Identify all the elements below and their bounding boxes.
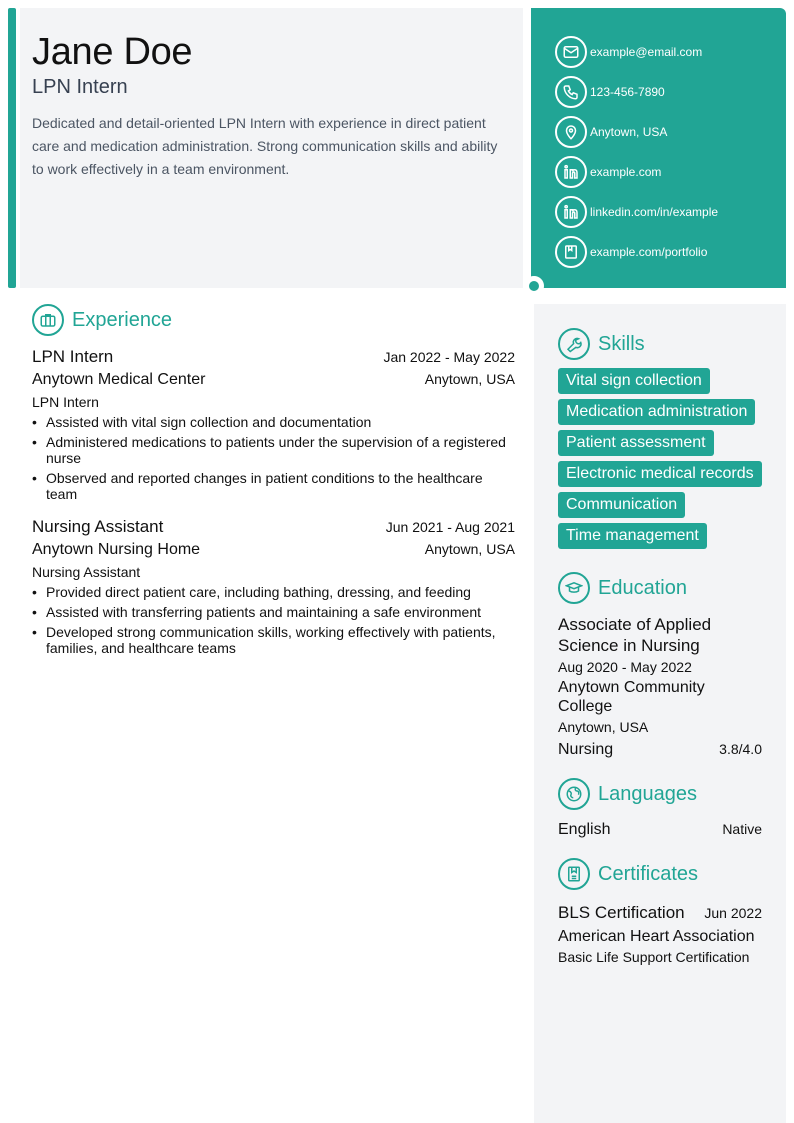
- summary: Dedicated and detail-oriented LPN Intern with experience in direct patient care and medication administration. Strong communication skills and ability to work effectively in a team environment.: [32, 115, 498, 177]
- job-subtitle: Nursing Assistant: [32, 564, 141, 580]
- job-bullet: • Assisted with transferring patients and maintaining a safe environment: [32, 604, 515, 620]
- education-school: Anytown Community College: [558, 679, 705, 715]
- linkedin-icon: [555, 196, 587, 228]
- globe-icon: [558, 778, 590, 810]
- education-heading: [558, 572, 762, 604]
- skill-tag: Communication: [558, 492, 685, 518]
- phone-icon: [555, 76, 587, 108]
- education-degree: Associate of Applied Science in Nursing: [558, 615, 712, 655]
- skill-tag: Electronic medical records: [558, 461, 762, 487]
- bookmark-icon: [555, 236, 587, 268]
- education-field: Nursing: [558, 741, 614, 758]
- language-name: English: [558, 821, 611, 838]
- certificate-date: Jun 2022: [704, 905, 762, 921]
- name: Jane Doe: [32, 31, 193, 73]
- sidebar: [534, 304, 786, 1123]
- contact-email[interactable]: [555, 32, 786, 72]
- role-title: LPN Intern: [32, 76, 128, 98]
- contact-email-text[interactable]: example@email.com: [590, 45, 703, 59]
- job-company: Anytown Medical Center: [32, 371, 206, 388]
- mail-icon: [555, 36, 587, 68]
- skills-section: [558, 328, 762, 554]
- contact-phone-text[interactable]: 123-456-7890: [590, 85, 665, 99]
- contact-linkedin-text[interactable]: linkedin.com/in/example: [590, 205, 719, 219]
- job-bullet: • Developed strong communication skills, working effectively with patients, families, and healthcare teams: [32, 624, 515, 656]
- languages-section: [558, 778, 762, 840]
- certificate-description: Basic Life Support Certification: [558, 949, 750, 965]
- certificates-section: [558, 858, 762, 968]
- skills-title: Skills: [598, 332, 645, 355]
- contact-location: [555, 112, 786, 152]
- wrench-icon: [558, 328, 590, 360]
- language-level: Native: [722, 821, 762, 837]
- job-bullet: • Provided direct patient care, including bathing, dressing, and feeding: [32, 584, 515, 600]
- languages-title: Languages: [598, 782, 697, 805]
- contact-website-text[interactable]: example.com: [590, 165, 662, 179]
- education-dates: Aug 2020 - May 2022: [558, 659, 692, 675]
- job-location: Anytown, USA: [424, 371, 515, 387]
- main-column: [32, 304, 515, 660]
- education-gpa: 3.8/4.0: [719, 741, 762, 757]
- skills-list: [558, 368, 762, 554]
- job-dates: Jun 2021 - Aug 2021: [385, 519, 515, 535]
- contact-website[interactable]: [555, 152, 786, 192]
- job-location: Anytown, USA: [424, 541, 515, 557]
- education-location: Anytown, USA: [558, 719, 649, 735]
- certificate-icon: [558, 858, 590, 890]
- job-bullets: [32, 414, 515, 502]
- certificate-issuer: American Heart Association: [558, 928, 755, 945]
- skill-tag: Medication administration: [558, 399, 755, 425]
- skill-tag: Patient assessment: [558, 430, 714, 456]
- header: [20, 8, 523, 288]
- contact-phone[interactable]: [555, 72, 786, 112]
- contact-panel: [531, 8, 786, 288]
- job-entry: [32, 346, 515, 502]
- experience-heading: [32, 304, 515, 336]
- accent-bar: [8, 8, 16, 288]
- skill-tag: Time management: [558, 523, 707, 549]
- briefcase-icon: [32, 304, 64, 336]
- job-bullet: • Observed and reported changes in patient conditions to the healthcare team: [32, 470, 515, 502]
- job-bullets: [32, 584, 515, 656]
- education-title: Education: [598, 576, 687, 599]
- languages-heading: [558, 778, 762, 810]
- job-bullet: • Assisted with vital sign collection and documentation: [32, 414, 515, 430]
- contact-linkedin[interactable]: [555, 192, 786, 232]
- education-section: [558, 572, 762, 760]
- contact-portfolio[interactable]: [555, 232, 786, 272]
- location-icon: [555, 116, 587, 148]
- job-entry: [32, 516, 515, 656]
- contact-location-text: Anytown, USA: [590, 125, 668, 139]
- job-dates: Jan 2022 - May 2022: [383, 349, 515, 365]
- graduation-cap-icon: [558, 572, 590, 604]
- job-title: Nursing Assistant: [32, 517, 164, 536]
- contact-portfolio-text[interactable]: example.com/portfolio: [590, 245, 708, 259]
- certificate-name: BLS Certification: [558, 903, 685, 922]
- certificates-title: Certificates: [598, 862, 699, 885]
- job-bullet: • Administered medications to patients under the supervision of a registered nurse: [32, 434, 515, 466]
- job-subtitle: LPN Intern: [32, 394, 99, 410]
- skill-tag: Vital sign collection: [558, 368, 710, 394]
- linkedin-icon: [555, 156, 587, 188]
- job-company: Anytown Nursing Home: [32, 541, 201, 558]
- skills-heading: [558, 328, 762, 360]
- job-title: LPN Intern: [32, 347, 114, 366]
- experience-title: Experience: [72, 308, 173, 331]
- timeline-dot: [524, 276, 544, 296]
- certificates-heading: [558, 858, 762, 890]
